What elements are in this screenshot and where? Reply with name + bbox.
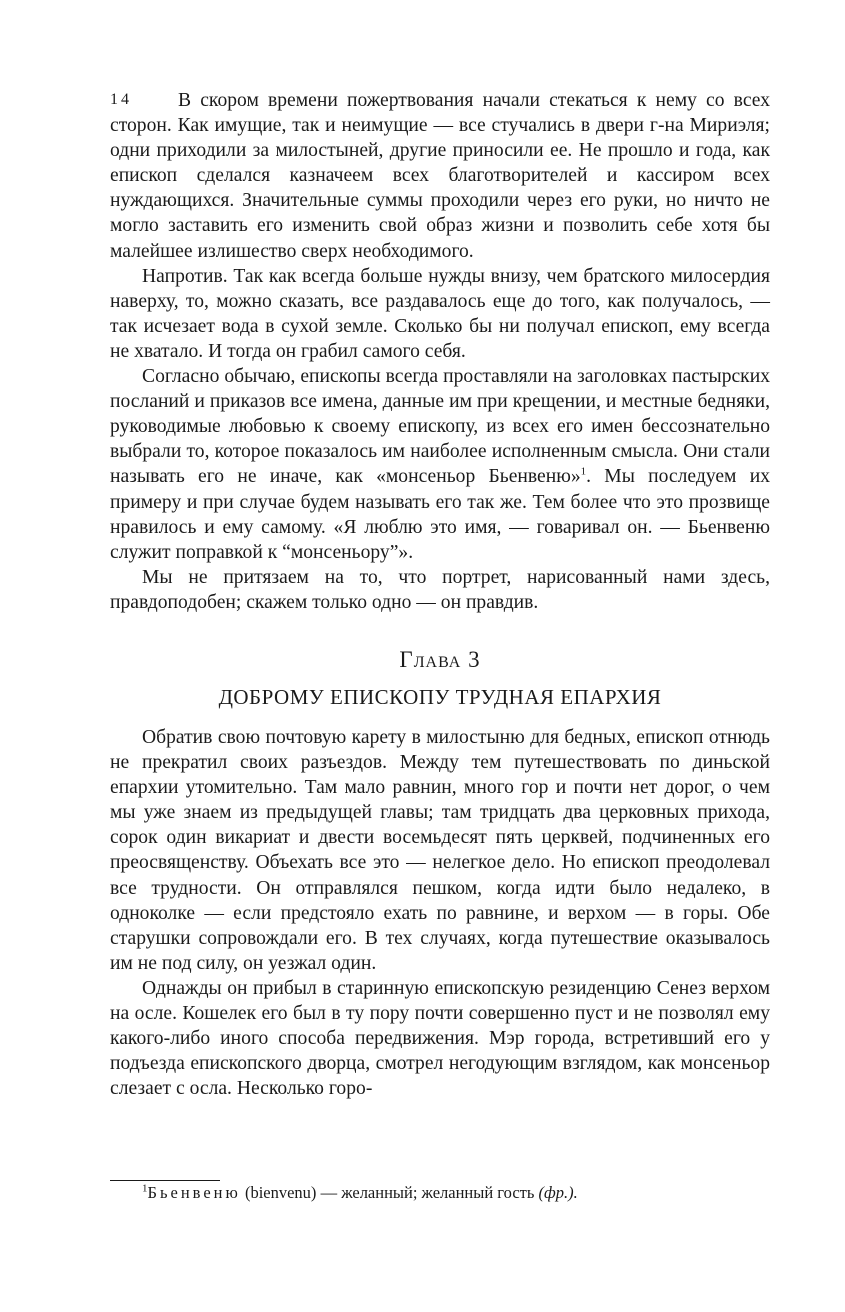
chapter-paragraph-1: Обратив свою почтовую карету в милостыню для бедных, епископ отнюдь не прекратил своих разъездов. Между тем путешествовать по диньской епархии утомительно. Там мало равнин, много гор и почти нет дорог, о чем мы уже знаем из предыдущей главы; там тридцать два церковных прихода, сорок один викариат и двести восемьдесят пять церквей, подчиненных его преосвященству. Объехать все это — нелегкое дело. Но епископ преодолевал все трудности. Он отправлялся пешком, когда идти было недалеко, в одноколке — если предстояло ехать по равнине, и верхом — в горы. Обе старушки сопровождали его. В тех случаях, когда путешествие оказывалось им не под силу, он уезжал один. xyxy=(110,726,770,974)
paragraph-3-text-cont: . Мы последуем их примеру и при случае будем называть его так же. Тем более что это прозвище нравилось и ему самому. «Я люблю это имя, — говаривал он. — Бьенвеню служит поправкой к “монсеньору”». xyxy=(110,466,771,563)
paragraph-3-text: Согласно обычаю, епископы всегда проставляли на заголовках пастырских посланий и приказов все имена, данные им при крещении, и местные бедняки, руководимые любовью к своему епископу, из всех его имен бессознательно выбрали то, которое показалось им наиболее исполненным смысла. Они стали называть его не иначе, как «монсеньор Бьенвеню» xyxy=(110,366,770,488)
footnote-original: (bienvenu) xyxy=(244,1183,317,1202)
footnote-divider xyxy=(110,1180,220,1181)
footnote-marker: 1 xyxy=(142,1182,148,1195)
footnote xyxy=(110,1182,770,1204)
page-number: 14 xyxy=(110,91,132,108)
footnote-term: Бьенвеню xyxy=(147,1183,241,1202)
footnote-definition: — желанный; желанный гость xyxy=(320,1183,535,1202)
paragraph-3 xyxy=(110,364,770,565)
paragraph-2: Напротив. Так как всегда больше нужды внизу, чем братского милосердия наверху, то, можно сказать, все раздавалось еще до того, как получалось, — так исчезает вода в сухой земле. Сколько бы ни получал епископ, ему всегда не хватало. И тогда он грабил самого себя. xyxy=(110,265,770,362)
chapter-title: ДОБРОМУ ЕПИСКОПУ ТРУДНАЯ ЕПАРХИЯ xyxy=(218,684,662,709)
footnote-lang: (фр.). xyxy=(538,1183,578,1202)
paragraph-1: В скором времени пожертвования начали стекаться к нему со всех сторон. Как имущие, так и неимущие — все стучались в двери г-на Мириэля; одни приходили за милостыней, другие приносили ее. Не прошло и года, как епископ сделался казначеем всех благотворителей и кассиром всех нуждающихся. Значительные суммы проходили через его руки, но ничто не могло заставить его изменить свой образ жизни и позволить себе хотя бы малейшее излишество сверх необходимого. xyxy=(110,90,770,262)
paragraph-4: Мы не притязаем на то, что портрет, нарисованный нами здесь, правдоподобен; скажем только одно — он правдив. xyxy=(110,566,770,613)
footnote-ref[interactable]: 1 xyxy=(580,465,587,478)
page-body xyxy=(110,88,770,1101)
chapter-label: Глава 3 xyxy=(399,646,481,672)
chapter-paragraph-2: Однажды он прибыл в старинную епископскую резиденцию Сенез верхом на осле. Кошелек его был в ту пору почти совершенно пуст и не позволял ему какого-либо иного способа передвижения. Мэр города, встретивший его у подъезда епископского дворца, смотрел негодующим взглядом, как монсеньор слезает с осла. Несколько горо- xyxy=(110,977,770,1100)
